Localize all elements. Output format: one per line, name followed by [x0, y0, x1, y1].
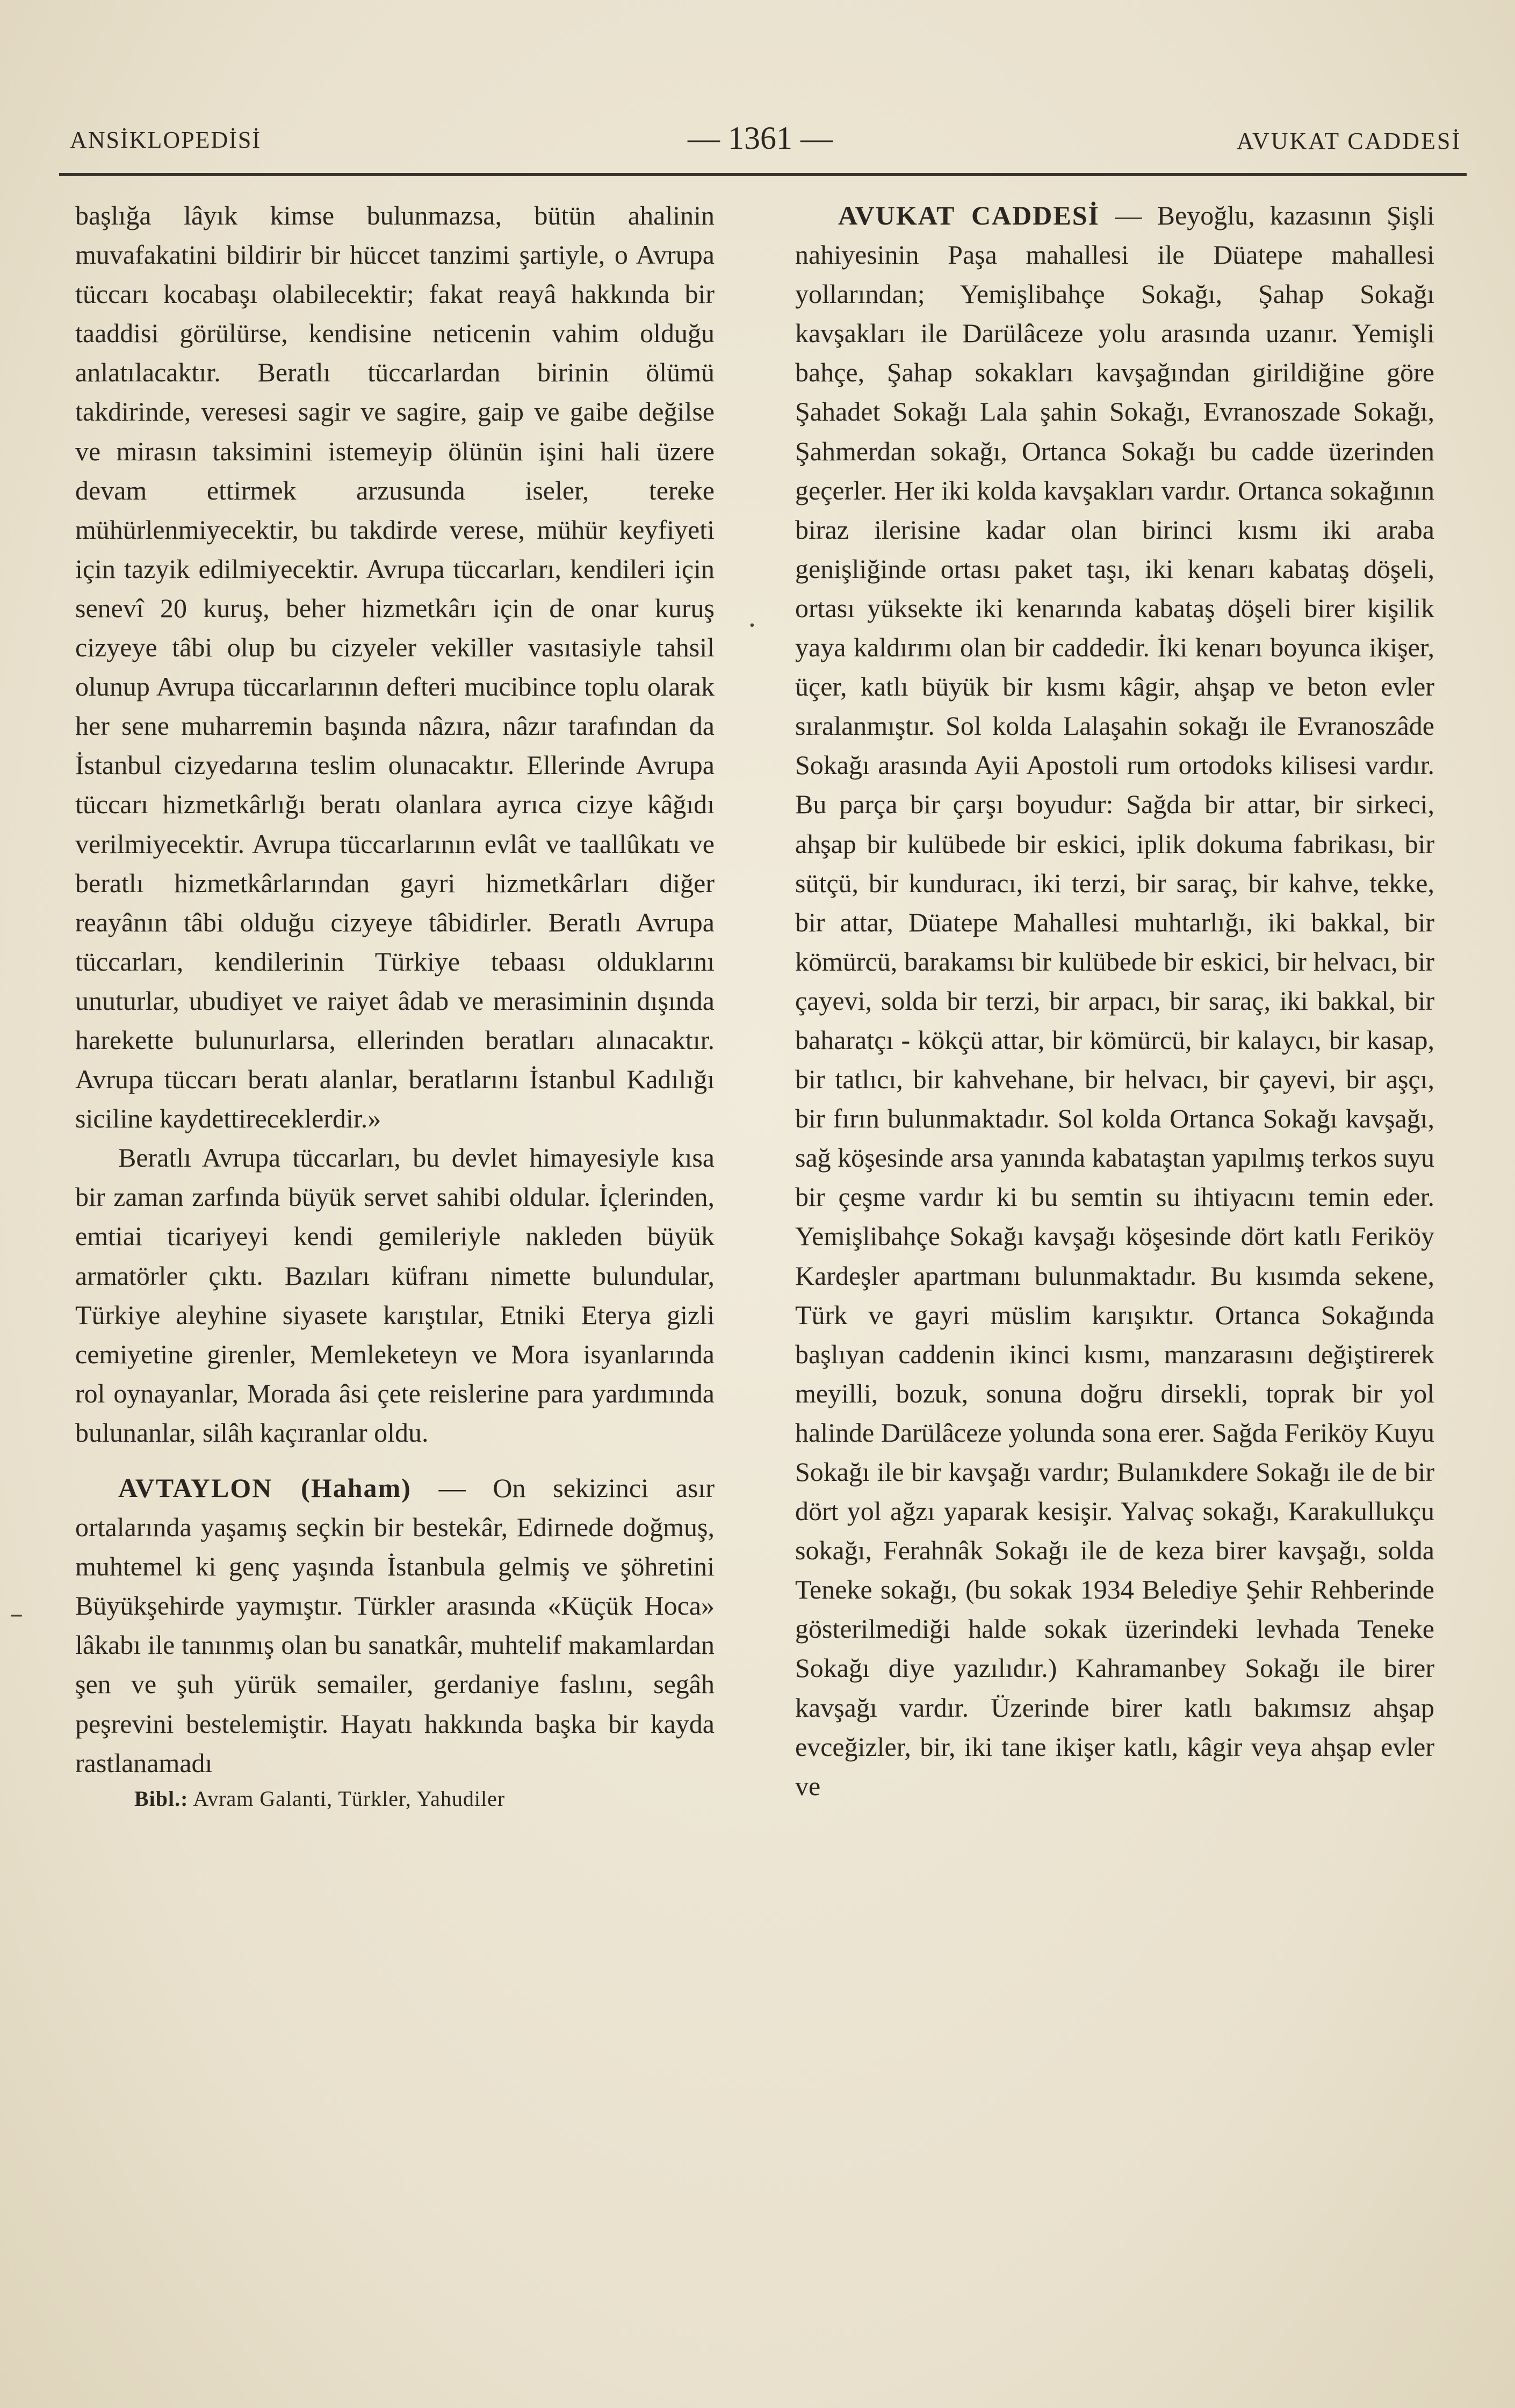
bibliography-label: Bibl.:	[134, 1786, 189, 1811]
bibliography-text: Avram Galanti, Türkler, Yahudiler	[188, 1786, 506, 1811]
entry-title-avukat-caddesi: AVUKAT CADDESİ	[838, 200, 1100, 230]
margin-mark: ·	[748, 610, 756, 641]
entry-title-avtaylon: AVTAYLON (Haham)	[118, 1473, 412, 1503]
header-encyclopedia-name: ANSİKLOPEDİSİ	[70, 127, 261, 153]
entry-avtaylon	[75, 1469, 715, 1783]
entry-body-avukat-caddesi: — Beyoğlu, kazasının Şişli nahiyesinin Paşa mahallesi ile Düatepe mahallesi yollarından; Yemişlibahçe Sokağı, Şahap Sokağı kavşakları ile Darülâceze yolu arasında uzanır. Yemişli bahçe, Şahap sokakları kavşağından girildiğine göre Şahadet Sokağı Lala şahin Sokağı, Evranoszade Sokağı, Şahmerdan sokağı, Ortanca Sokağı bu cadde üzerinden geçerler. Her iki kolda kavşakları vardır. Ortanca sokağının biraz ilerisine kadar olan birinci kısmı iki araba genişliğinde ortası paket taşı, iki kenarı kabataş döşeli, ortası yüksekte iki kenarında kabataş döşeli birer kişilik yaya kaldırımı olan bir caddedir. İki kenarı boyunca ikişer, üçer, katlı büyük bir kısmı kâgir, ahşap ve beton evler sıralanmıştır. Sol kolda Lalaşahin sokağı ile Evranoszâde Sokağı arasında Ayii Apostoli rum ortodoks kilisesi vardır. Bu parça bir çarşı boyudur: Sağda bir attar, bir sirkeci, ahşap bir kulübede bir eskici, iplik dokuma fabrikası, bir sütçü, bir kunduracı, iki terzi, bir saraç, bir kahve, tekke, bir attar, Düatepe Mahallesi muhtarlığı, iki bakkal, bir kömürcü, barakamsı bir kulübede bir eskici, bir helvacı, bir çayevi, solda bir terzi, bir arpacı, bir saraç, iki bakkal, bir baharatçı - kökçü attar, bir kömürcü, bir kalaycı, bir kasap, bir tatlıcı, bir kahvehane, bir helvacı, bir çayevi, bir aşçı, bir fırın bulunmaktadır. Sol kolda Ortanca Sokağı kavşağı, sağ köşesinde arsa yanında kabataştan yapılmış terkos suyu bir çeşme vardır ki bu semtin su ihtiyacını temin eder. Yemişlibahçe Sokağı kavşağı köşesinde dört katlı Feriköy Kardeşler apartmanı bulunmaktadır. Bu kısımda sekene, Türk ve gayri müslim karışıktır. Ortanca Sokağında başlıyan caddenin ikinci kısmı, manzarasını değiştirerek meyilli, bozuk, sonuna doğru dirsekli, toprak bir yol halinde Darülâceze yolunda sona erer. Sağda Feriköy Kuyu Sokağı ile bir kavşağı vardır; Bulanıkdere Sokağı ile de bir dört yol ağzı yaparak kesişir. Yalvaç sokağı, Karakullukçu sokağı, Ferahnâk Sokağı ile de keza birer kavşağı, solda Teneke sokağı, (bu sokak 1934 Belediye Şehir Rehberinde gösterilmediği halde sokak üzerindeki levhada Teneke Sokağı diye yazılıdır.) Kahramanbey Sokağı ile birer kavşağı vardır. Üzerinde birer katlı bakımsız ahşap evceğizler, bir, iki tane ikişer katlı, kâgir veya ahşap evler ve	[795, 200, 1434, 1801]
entry-body-avtaylon: — On sekizinci asır ortalarında yaşamış seçkin bir bestekâr, Edirnede doğmuş, muhtemel ki genç yaşında İstanbula gelmiş ve şöhretini Büyükşehirde yaymıştır. Türkler arasında «Küçük Hoca» lâkabı ile tanınmış olan bu sanatkâr, muhtelif makamlardan şen ve şuh yürük semailer, gerdaniye faslını, segâh peşrevini bestelemiştir. Hayatı hakkında başka bir kayda rastlanamadı	[75, 1473, 715, 1778]
margin-mark: –	[10, 1598, 23, 1629]
left-column	[75, 196, 715, 1815]
right-column	[795, 196, 1434, 1806]
paragraph-berat-conditions: başlığa lâyık kimse bulunmazsa, bütün ahalinin muvafakatini bildirir bir hüccet tanzimi şartiyle, o Avrupa tüccarı kocabaşı olabilecektir; fakat reayâ hakkında bir taaddisi görülürse, kendisine neticenin vahim olduğu anlatılacaktır. Beratlı tüccarlardan birinin ölümü takdirinde, veresesi sagir ve sagire, gaip ve gaibe değilse ve mirasın taksimini istemeyip ölünün işini hali üzere devam ettirmek arzusunda iseler, tereke mühürlenmiyecektir, bu takdirde verese, mühür keyfiyeti için tazyik edilmiyecektir. Avrupa tüccarları, kendileri için senevî 20 kuruş, beher hizmetkârı için de onar kuruş cizyeye tâbi olup bu cizyeler vekiller vasıtasiyle tahsil olunup Avrupa tüccarlarının defteri mucibince toplu olarak her sene muharremin başında nâzıra, nâzır tarafından da İstanbul cizyedarına teslim olunacaktır. Ellerinde Avrupa tüccarı hizmetkârlığı beratı olanlara ayrıca cizye kâğıdı verilmiyecektir. Avrupa tüccarlarının evlât ve taallûkatı ve beratlı hizmetkârlarından gayri hizmetkârları diğer reayânın tâbi olduğu cizyeye tâbidirler. Beratlı Avrupa tüccarları, kendilerinin Türkiye tebaası olduklarını unuturlar, ubudiyet ve raiyet âdab ve merasiminin dışında harekette bulunurlarsa, ellerinden beratları alınacaktır. Avrupa tüccarı beratı alanlar, beratlarını İstanbul Kadılığı siciline kaydettireceklerdir.»	[75, 200, 715, 1134]
page-header	[70, 115, 1461, 169]
header-entry-title: AVUKAT CADDESİ	[1236, 128, 1461, 154]
paragraph-berat-merchants: Beratlı Avrupa tüccarları, bu devlet himayesiyle kısa bir zaman zarfında büyük servet sahibi oldular. İçlerinden, emtiai ticariyeyi kendi gemileriyle nakleden büyük armatörler çıktı. Bazıları küfranı nimette bulundular, Türkiye aleyhine siyasete karıştılar, Etniki Eterya gizli cemiyetine girenler, Memleketeyn ve Mora isyanlarında rol oynayanlar, Morada âsi çete reislerine para yardımında bulunanlar, silâh kaçıranlar oldu.	[75, 1142, 715, 1448]
entry-avukat-caddesi	[795, 196, 1434, 1806]
header-rule	[59, 173, 1467, 176]
bibliography	[75, 1783, 715, 1815]
page-number: — 1361 —	[688, 120, 833, 156]
